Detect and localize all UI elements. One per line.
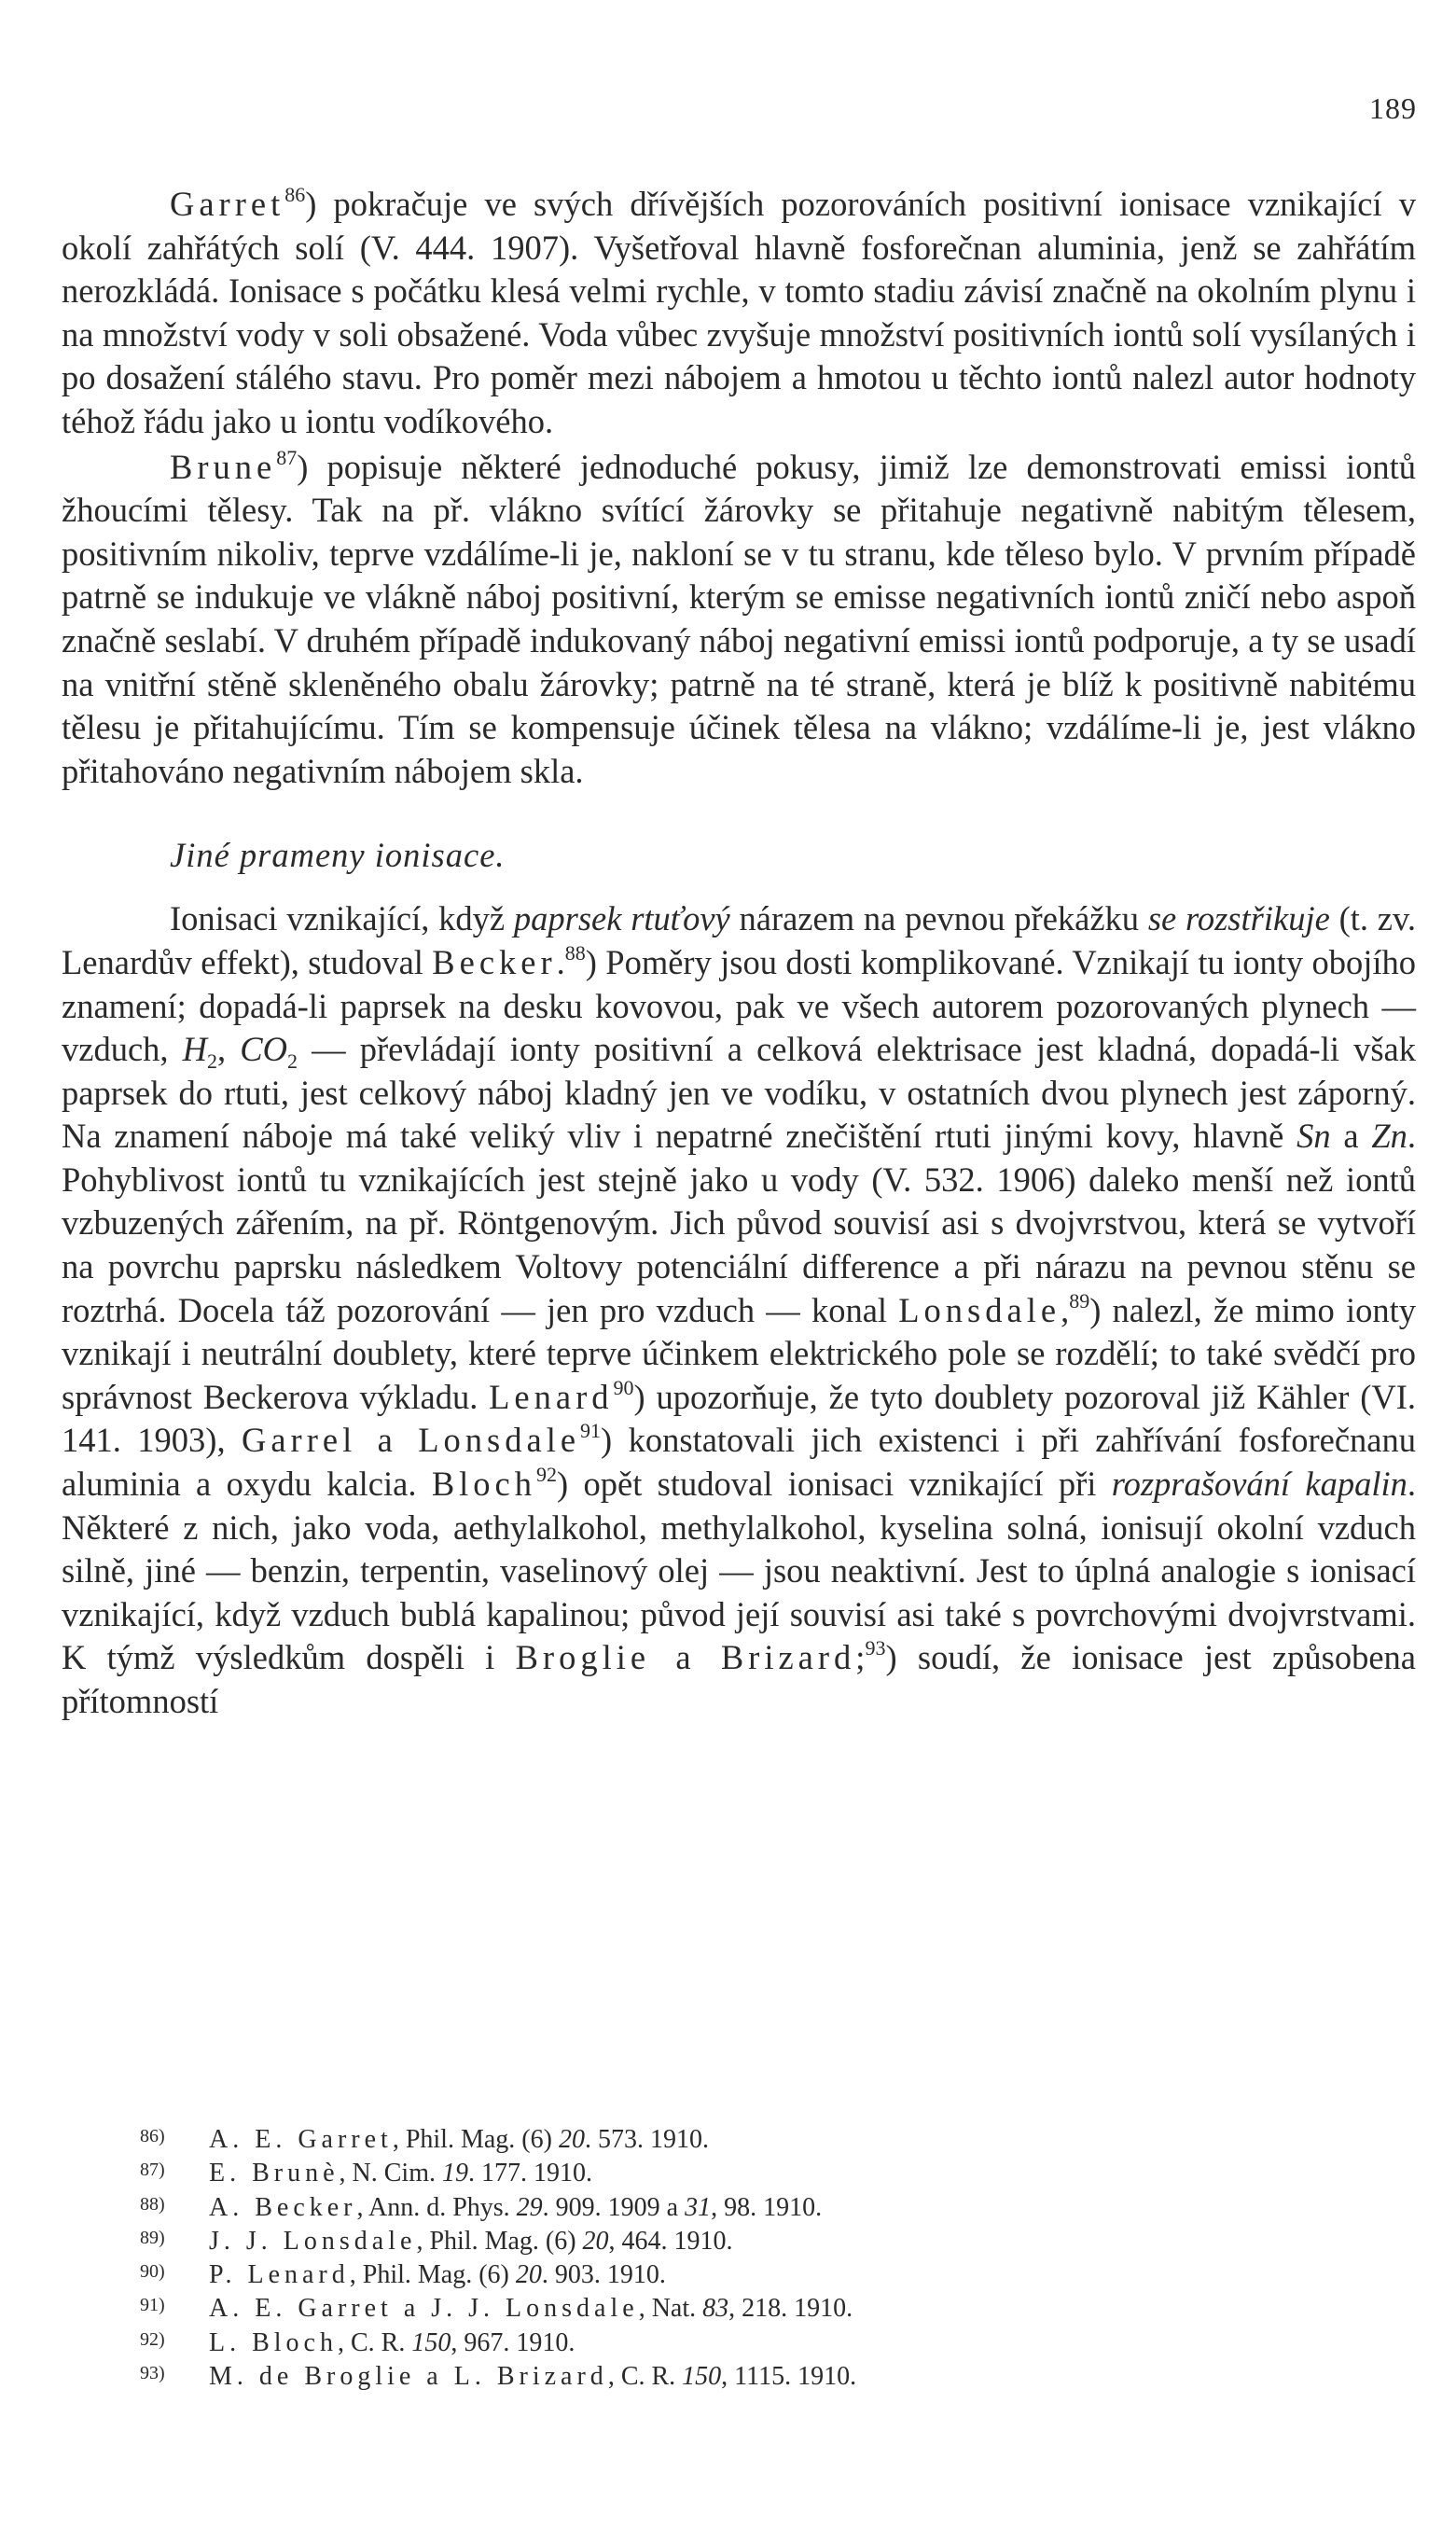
text-segment: ) pokračuje ve svých dřívějších pozorováních positivní ionisace vznikající v okolí zahřátých solí (V. 444. 1907). Vyšetřoval hlavně fosforečnan aluminia, jenž se zahřátím nerozkládá. Ionisace s počátku klesá velmi rychle, v tomto stadiu závisí značně na okolním plynu i na množství vody v soli obsažené. Voda vůbec zvyšuje množství positivních iontů solí vysílaných i po dosažení stálého stavu. Pro poměr mezi nábojem a hmotou u těchto iontů nalezl autor hodnoty téhož řádu jako u iontu vodíkového. <box>62 185 1416 440</box>
text-segment: se rozstřikuje <box>1147 899 1330 938</box>
text-segment: ) upozorňuje, že tyto doublety pozoroval již Kähler (VI. 141. 1903), <box>62 1377 1416 1460</box>
footnote-text <box>209 2294 853 2323</box>
footnote-ref: 86 <box>284 183 306 206</box>
text-segment: , 1115. 1910. <box>721 2362 857 2392</box>
text-segment: . <box>556 942 565 981</box>
footnote-number: 88) <box>140 2193 165 2215</box>
text-segment: ; <box>855 1638 866 1677</box>
text-segment: ) nalezl, že mimo ionty vznikají i neutrální doublety, které teprve účinkem elektrického pole se rozdělí; to také svědčí pro správnost Beckerova výkladu. <box>62 1290 1416 1416</box>
text-segment: ) popisuje některé jednoduché pokusy, jimiž lze demonstrovati emissi iontů žhoucími tělesy. Tak na př. vlákno svítící žárovky se přitahuje negativně nabitým tělesem, positivním nikoliv, teprve vzdálíme-li je, nakloní se v tu stranu, kde těleso bylo. V prvním případě patrně se indukuje ve vlákně náboj positivní, kterým se emisse negativních iontů zničí nebo aspoň značně seslabí. V druhém případě indukovaný náboj negativní emissi iontů podporuje, a ty se usadí na vnitřní stěně skleněného obalu žárovky; patrně na té straně, která je blíž k positivně nabitému tělesu je přitahujícímu. Tím se kompensuje účinek tělesa na vlákno; vzdálíme-li je, jest vlákno přitahováno negativním nábojem skla. <box>62 447 1416 790</box>
footnote-number: 86) <box>140 2126 165 2146</box>
text-segment: , Nat. <box>638 2294 703 2324</box>
paragraph-brune <box>62 446 1416 794</box>
author-name: Bloch <box>431 1465 536 1504</box>
text-segment: . 903. 1910. <box>541 2260 666 2290</box>
author-name: Brune <box>170 447 277 486</box>
text-segment: 83 <box>702 2294 729 2324</box>
text-segment: ) konstatovali jich existenci i při zahřívání fosforečnanu aluminia a oxydu kalcia. <box>62 1421 1417 1504</box>
author-name: A. E. Garret a J. J. Lonsdale <box>209 2294 639 2324</box>
footnote-ref: 89 <box>1069 1288 1090 1313</box>
footnote-number: 90) <box>140 2261 165 2283</box>
text-segment: nárazem na pevnou překážku <box>729 899 1148 938</box>
text-segment: 29 <box>516 2192 543 2222</box>
footnote-ref: 93 <box>865 1636 886 1660</box>
text-segment: 20 <box>558 2125 585 2154</box>
author-name: Garret <box>170 185 285 223</box>
author-name: Becker <box>432 942 557 981</box>
text-segment: . 573. 1910. <box>584 2125 709 2154</box>
text-segment: 2 <box>207 1049 217 1074</box>
footnote <box>140 2257 1371 2290</box>
text-segment: , <box>217 1030 241 1069</box>
text-segment: . 177. 1910. <box>468 2159 592 2188</box>
text-segment: , C. R. <box>607 2362 683 2392</box>
footnote <box>140 2155 1371 2188</box>
text-segment: . Některé z nich, jako voda, aethylalkohol, methylalkohol, kyselina solná, ionisují okolní vzduch silně, jiné — benzin, terpentin, vaselinový olej — jsou neaktivní. Jest to úplná analogie s ionisací vznikající, když vzduch bublá kapalinou; původ její souvisí asi také s povrchovými dvojvrstvami. K týmž výsledkům dospěli i <box>62 1465 1416 1677</box>
text-segment: a <box>1330 1117 1372 1156</box>
text-segment: Ionisaci vznikající, když <box>170 899 514 938</box>
text-segment: , 98. 1910. <box>711 2192 823 2222</box>
text-segment: , C. R. <box>338 2327 412 2357</box>
text-segment: rozprašování kapalin <box>1111 1465 1407 1504</box>
author-name: L. Bloch <box>209 2327 338 2357</box>
text-segment: , 967. 1910. <box>451 2327 575 2357</box>
footnote-text <box>209 2328 575 2357</box>
footnote-ref: 92 <box>536 1463 557 1487</box>
footnote-ref: 88 <box>564 940 586 965</box>
text-segment: Zn <box>1371 1117 1407 1156</box>
footnote <box>140 2290 1371 2324</box>
text-segment: ) Poměry jsou dosti komplikované. Vznikají tu ionty obojího znamení; dopadá-li paprsek na desku kovovou, pak ve všech autorem pozorovaných plynech — vzduch, <box>62 942 1416 1069</box>
text-segment: , 464. 1910. <box>608 2226 733 2256</box>
footnote <box>140 2121 1371 2155</box>
footnote-number: 91) <box>140 2295 165 2316</box>
author-name: Lonsdale <box>898 1290 1061 1329</box>
main-text <box>62 183 1416 1724</box>
author-name: P. Lenard <box>209 2260 350 2290</box>
page-number: 189 <box>1369 91 1417 125</box>
text-segment: H <box>182 1030 207 1069</box>
author-name: E. Brunè <box>209 2159 340 2188</box>
text-segment: , 218. 1910. <box>728 2294 853 2324</box>
section-heading: Jiné prameny ionisace. <box>170 836 506 875</box>
text-segment: 20 <box>515 2260 542 2290</box>
paragraph-other-sources <box>62 897 1416 1723</box>
text-segment: — převládají ionty positivní a celková elektrisace jest kladná, dopadá-li však paprsek do rtuti, jest celkový náboj kladný jen ve vodíku, v ostatních dvou plynech jest záporný. Na znamení náboje má také veliký vliv i nepatrné znečištění rtuti jinými kovy, hlavně <box>62 1030 1416 1156</box>
text-segment: 150 <box>682 2362 722 2392</box>
footnote-number: 87) <box>140 2160 165 2181</box>
text-segment: , Phil. Mag. (6) <box>416 2226 583 2256</box>
text-segment: . Pohyblivost iontů tu vznikajících jest stejně jako u vody (V. 532. 1906) daleko menší než iontů vzbuzených zářením, na př. Röntgenovým. Jich původ souvisí asi s dvojvrstvou, která se vytvoří na povrchu paprsku následkem Voltovy potenciální difference a při nárazu na pevnou stěnu se roztrhá. Docela táž pozorování — jen pro vzduch — konal <box>62 1117 1416 1329</box>
author-name: M. de Broglie a L. Brizard <box>209 2362 608 2392</box>
author-name: J. J. Lonsdale <box>209 2226 417 2256</box>
footnote <box>140 2223 1371 2257</box>
text-segment: , Phil. Mag. (6) <box>392 2125 559 2154</box>
footnote-ref: 87 <box>276 445 298 469</box>
text-segment: ) opět studoval ionisaci vznikající při <box>557 1465 1112 1504</box>
text-segment: 2 <box>286 1049 298 1074</box>
text-segment: , <box>1061 1290 1070 1329</box>
text-segment: paprsek rtuťový <box>513 899 730 938</box>
footnote-text <box>209 2125 709 2154</box>
text-segment: 19 <box>442 2159 468 2188</box>
footnote-text <box>209 2362 856 2391</box>
text-segment: 20 <box>582 2226 609 2256</box>
footnote <box>140 2358 1371 2392</box>
footnote-text <box>209 2227 733 2256</box>
text-segment: (t. zv. Lenardův effekt), studoval <box>62 899 1416 981</box>
footnote-ref: 91 <box>580 1419 602 1443</box>
text-segment: , Ann. d. Phys. <box>356 2192 517 2222</box>
author-name: A. E. Garret <box>209 2125 393 2154</box>
footnote-text <box>209 2159 592 2188</box>
footnote <box>140 2189 1371 2223</box>
footnotes <box>140 2121 1371 2392</box>
footnote-number: 93) <box>140 2363 165 2384</box>
text-segment: , N. Cim. <box>339 2159 442 2188</box>
text-segment: 31 <box>685 2192 712 2222</box>
footnote-ref: 90 <box>613 1375 634 1399</box>
author-name: Garrel a Lonsdale <box>242 1421 581 1460</box>
author-name: Lenard <box>489 1377 614 1416</box>
text-segment: Sn <box>1297 1117 1331 1156</box>
author-name: A. Becker <box>209 2192 357 2222</box>
text-segment: , Phil. Mag. (6) <box>349 2260 516 2290</box>
footnote-text <box>209 2193 822 2222</box>
text-segment: ) soudí, že ionisace jest způsobena přítomností <box>62 1638 1416 1720</box>
paragraph-garret <box>62 183 1416 444</box>
footnote-text <box>209 2260 666 2289</box>
author-name: Broglie a Brizard <box>515 1638 856 1677</box>
footnote-number: 89) <box>140 2227 165 2248</box>
text-segment: CO <box>240 1030 287 1069</box>
text-segment: . 909. 1909 a <box>542 2192 686 2222</box>
text-segment: 150 <box>411 2327 451 2357</box>
footnote-number: 92) <box>140 2328 165 2350</box>
footnote <box>140 2325 1371 2358</box>
